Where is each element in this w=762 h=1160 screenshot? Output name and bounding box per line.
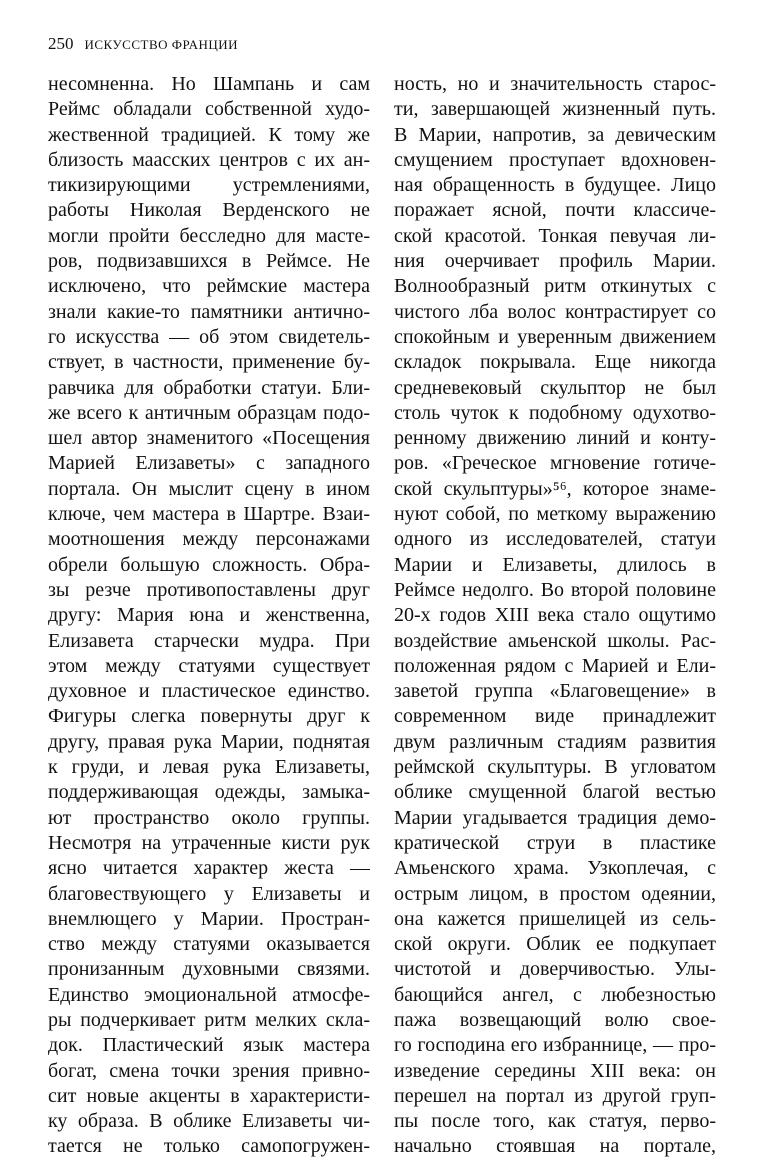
text-line: Реймс обладали собственной худо- [48, 98, 370, 121]
text-line: знали какие-то памятники антично- [48, 300, 370, 323]
text-line: го господина его избраннице, — про- [394, 1034, 716, 1057]
text-line: одного из исследователей, статуи [394, 528, 716, 551]
text-line: ясно читается характер жеста — [48, 857, 370, 880]
text-line: спокойным и уверенным движением [394, 325, 716, 348]
text-line: ры подчеркивает ритм мелких скла- [48, 1008, 370, 1031]
text-line: двум различным стадиям развития [394, 730, 716, 753]
left-text-column [48, 72, 370, 1160]
text-line: ность, но и значительность старос- [394, 73, 716, 95]
page-number: 250 [48, 34, 74, 53]
text-line: ключе, чем мастера в Шартре. Взаи- [48, 503, 370, 526]
text-line: ской округи. Облик ее подкупает [394, 933, 716, 956]
text-line: поражает ясной, почти классиче- [394, 199, 716, 222]
text-line: другу, правая рука Марии, поднятая [48, 730, 370, 753]
text-line: равчика для обработки статуи. Бли- [48, 376, 370, 399]
text-line: портала. Он мыслит сцену в ином [48, 477, 370, 500]
text-line: Амьенского храма. Узкоплечая, с [394, 857, 716, 880]
text-line: заветой группа «Благовещение» в [394, 680, 716, 703]
text-line: пы после того, как статуя, перво- [394, 1110, 716, 1133]
text-line: средневековый скульптор не был [394, 376, 716, 399]
text-line: шел автор знаменитого «Посещения [48, 427, 370, 450]
text-line: современном виде принадлежит [394, 705, 716, 728]
text-line: бающийся ангел, с любезностью [394, 983, 716, 1006]
text-line: ствует, в частности, применение бу- [48, 351, 370, 374]
text-line: реймской скульптуры. В угловатом [394, 756, 716, 779]
text-line: Елизавета старчески мудра. При [48, 629, 370, 652]
text-line: Марией Елизаветы» с западного [48, 452, 370, 475]
text-line: моотношения между персонажами [48, 528, 370, 551]
text-line: она кажется пришелицей из сель- [394, 907, 716, 930]
text-line: благовествующего у Елизаветы и [48, 882, 370, 905]
text-line: перешел на портал из другой груп- [394, 1084, 716, 1107]
text-line: пронизанным духовными связями. [48, 958, 370, 981]
text-line: жественной традицией. К тому же [48, 123, 370, 146]
text-line: обрели большую сложность. Обра- [48, 553, 370, 576]
text-line: внемлющего у Марии. Простран- [48, 907, 370, 930]
text-line: столь чуток к подобному одухотво- [394, 401, 716, 424]
text-line: острым лицом, в простом одеянии, [394, 882, 716, 905]
text-line: Единство эмоциональной атмосфе- [48, 983, 370, 1006]
text-line: близость маасских центров с их ан- [48, 148, 370, 171]
text-line: 20-х годов XIII века стало ощутимо [394, 604, 716, 627]
text-line: воздействие амьенской школы. Рас- [394, 629, 716, 652]
text-line: го искусства — об этом свидетель- [48, 325, 370, 348]
text-line: облике смущенной благой вестью [394, 781, 716, 804]
text-line: ренному движению линий и конту- [394, 427, 716, 450]
text-line: ской красотой. Тонкая певучая ли- [394, 224, 716, 247]
text-line: исключено, что реймские мастера [48, 275, 370, 298]
text-line: чистого лба волос контрастирует со [394, 300, 716, 323]
text-line: зы резче противопоставлены друг [48, 578, 370, 601]
text-line: несомненна. Но Шампань и сам [48, 73, 370, 95]
text-line: ров. «Греческое мгновение готиче- [394, 452, 716, 475]
text-line: положенная рядом с Марией и Ели- [394, 654, 716, 677]
text-line: духовное и пластическое единство. [48, 680, 370, 703]
text-line: Несмотря на утраченные кисти рук [48, 831, 370, 854]
text-line: ской скульптуры»⁵⁶, которое знаме- [394, 477, 716, 500]
text-line: Марии и Елизаветы, длилось в [394, 553, 716, 576]
text-line: изведение середины XIII века: он [394, 1059, 716, 1082]
text-line: работы Николая Верденского не [48, 199, 370, 222]
text-line: к груди, и левая рука Елизаветы, [48, 756, 370, 779]
text-line: богат, смена точки зрения привно- [48, 1059, 370, 1082]
text-line: этом между статуями существует [48, 654, 370, 677]
text-line: Волнообразный ритм откинутых с [394, 275, 716, 298]
text-line: другу: Мария юна и женственна, [48, 604, 370, 627]
text-line: док. Пластический язык мастера [48, 1034, 370, 1057]
text-line: могли пройти бесследно для масте- [48, 224, 370, 247]
text-line: ют пространство около группы. [48, 806, 370, 829]
text-line: пажа возвещающий волю свое- [394, 1008, 716, 1031]
page-header [48, 34, 238, 54]
text-line: начально стоявшая на портале, [394, 1135, 716, 1158]
right-text-column [394, 72, 716, 1160]
text-line: ство между статуями оказывается [48, 933, 370, 956]
text-line: смущением проступает вдохновен- [394, 148, 716, 171]
text-line: нуют собой, по меткому выражению [394, 503, 716, 526]
text-line: кратической струи в пластике [394, 831, 716, 854]
text-line: В Марии, напротив, за девическим [394, 123, 716, 146]
text-line: ку образа. В облике Елизаветы чи- [48, 1110, 370, 1133]
text-line: складок покрывала. Еще никогда [394, 351, 716, 374]
text-line: тикизирующими устремлениями, [48, 174, 370, 197]
text-line: Марии угадывается традиция демо- [394, 806, 716, 829]
text-line: поддерживающая одежды, замыка- [48, 781, 370, 804]
text-line: сит новые акценты в характеристи- [48, 1084, 370, 1107]
text-line: Фигуры слегка повернуты друг к [48, 705, 370, 728]
text-line: ния очерчивает профиль Марии. [394, 250, 716, 273]
text-line: ти, завершающей жизненный путь. [394, 98, 716, 121]
text-line: тается не только самопогружен- [48, 1135, 370, 1158]
running-title: ИСКУССТВО ФРАНЦИИ [84, 37, 239, 52]
text-line: же всего к античным образцам подо- [48, 401, 370, 424]
text-line: ная обращенность в будущее. Лицо [394, 174, 716, 197]
text-line: чистотой и доверчивостью. Улы- [394, 958, 716, 981]
text-line: Реймсе недолго. Во второй половине [394, 578, 716, 601]
text-line: ров, подвизавшихся в Реймсе. Не [48, 250, 370, 273]
